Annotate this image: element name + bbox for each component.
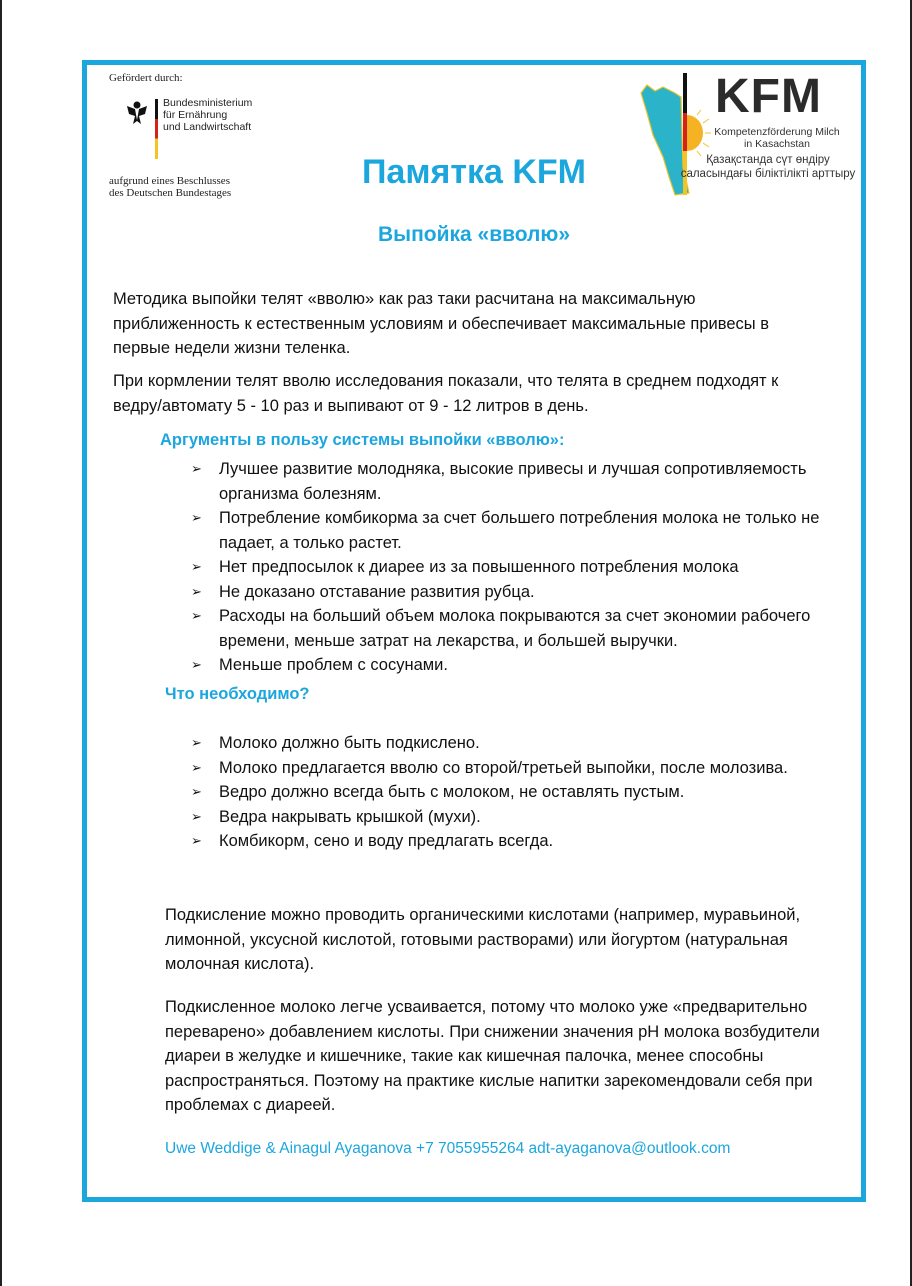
arrow-bullet-icon: ➢: [191, 559, 202, 574]
federal-eagle-icon: [125, 100, 149, 126]
list-item: ➢ Не доказано отставание развития рубца.: [191, 580, 831, 605]
kfm-subtitle-kazakh: Қазақстанда сүт өндіру саласындағы біліктілікті арттыру: [680, 154, 856, 180]
study-paragraph: При кормлении телят вволю исследования показали, что телята в среднем подходят к ведру/автомату 5 - 10 раз и выпивают от 9 - 12 литров в день.: [113, 372, 779, 415]
arrow-bullet-icon: ➢: [191, 808, 202, 824]
requirements-list: [191, 731, 831, 854]
footer-contact: Uwe Weddige & Ainagul Ayaganova +7 7055955264 adt-ayaganova@outlook.com: [165, 1140, 731, 1157]
arrow-bullet-icon: ➢: [191, 833, 202, 848]
intro-paragraph: Методика выпойки телят «вволю» как раз таки расчитана на максимальную приближенность к естественным условиям и обеспечивает максимальные привесы в первые недели жизни теленка.: [113, 290, 769, 357]
german-flag-bar: [155, 99, 158, 159]
arrow-bullet-icon: ➢: [191, 510, 202, 525]
arrow-bullet-icon: ➢: [191, 608, 202, 623]
benefit-paragraph: Подкисленное молоко легче усваивается, потому что молоко уже «предварительно переварено» добавлением кислоты. При снижении значения pH молока возбудители диареи в желудке и кишечнике, такие как кишечная палочка, менее способны распространяться. Поэтому на практике кислые напитки зарекомендовали себя при проблемах с диареей.: [165, 998, 820, 1114]
arrow-bullet-icon: ➢: [191, 461, 202, 476]
arrow-bullet-icon: ➢: [191, 583, 202, 599]
document-frame: [82, 60, 866, 1202]
document-subtitle: Выпойка «вволю»: [377, 223, 571, 246]
document-title: Памятка KFM: [361, 153, 586, 191]
list-item: ➢ Молоко предлагается вволю со второй/третьей выпойки, после молозива.: [191, 756, 831, 781]
kfm-subtitle-german: Kompetenzförderung Milch in Kasachstan: [714, 126, 840, 150]
arrow-bullet-icon: ➢: [191, 735, 202, 750]
page-edge-left: [0, 0, 2, 1286]
arrow-bullet-icon: ➢: [191, 759, 202, 775]
list-item: ➢ Потребление комбикорма за счет большего потребления молока не только не падает, а только растет.: [191, 506, 831, 555]
ministry-name: Bundesministerium für Ernährung und Landwirtschaft: [163, 97, 253, 133]
list-item: ➢ Ведра накрывать крышкой (мухи).: [191, 805, 831, 830]
kfm-logo-title: KFM: [715, 70, 822, 123]
list-item: ➢ Лучшее развитие молодняка, высокие привесы и лучшая сопротивляемость организма болезням.: [191, 457, 831, 506]
requirements-heading: Что необходимо?: [165, 685, 310, 703]
list-item: ➢ Нет предпосылок к диарее из за повышенного потребления молока: [191, 555, 831, 580]
list-item: ➢ Молоко должно быть подкислено.: [191, 731, 831, 756]
acidification-paragraph: Подкисление можно проводить органическими кислотами (например, муравьиной, лимонной, уксусной кислотой, готовыми растворами) или йогуртом (натуральная молочная кислота).: [165, 906, 801, 973]
list-item: ➢ Комбикорм, сено и воду предлагать всегда.: [191, 829, 831, 854]
arrow-bullet-icon: ➢: [191, 657, 202, 672]
arguments-heading: Аргументы в пользу системы выпойки «вволю»:: [160, 431, 565, 449]
list-item: ➢ Меньше проблем с сосунами.: [191, 653, 831, 678]
funder-label: Gefördert durch:: [109, 72, 183, 84]
list-item: ➢ Ведро должно всегда быть с молоком, не оставлять пустым.: [191, 780, 831, 805]
list-item: ➢ Расходы на больший объем молока покрываются за счет экономии рабочего времени, меньше затрат на лекарства, и большей выручки.: [191, 604, 831, 653]
bundestag-decision: aufgrund eines Beschlusses des Deutschen Bundestages: [109, 175, 232, 199]
arrow-bullet-icon: ➢: [191, 784, 202, 799]
arguments-list: [191, 457, 831, 678]
